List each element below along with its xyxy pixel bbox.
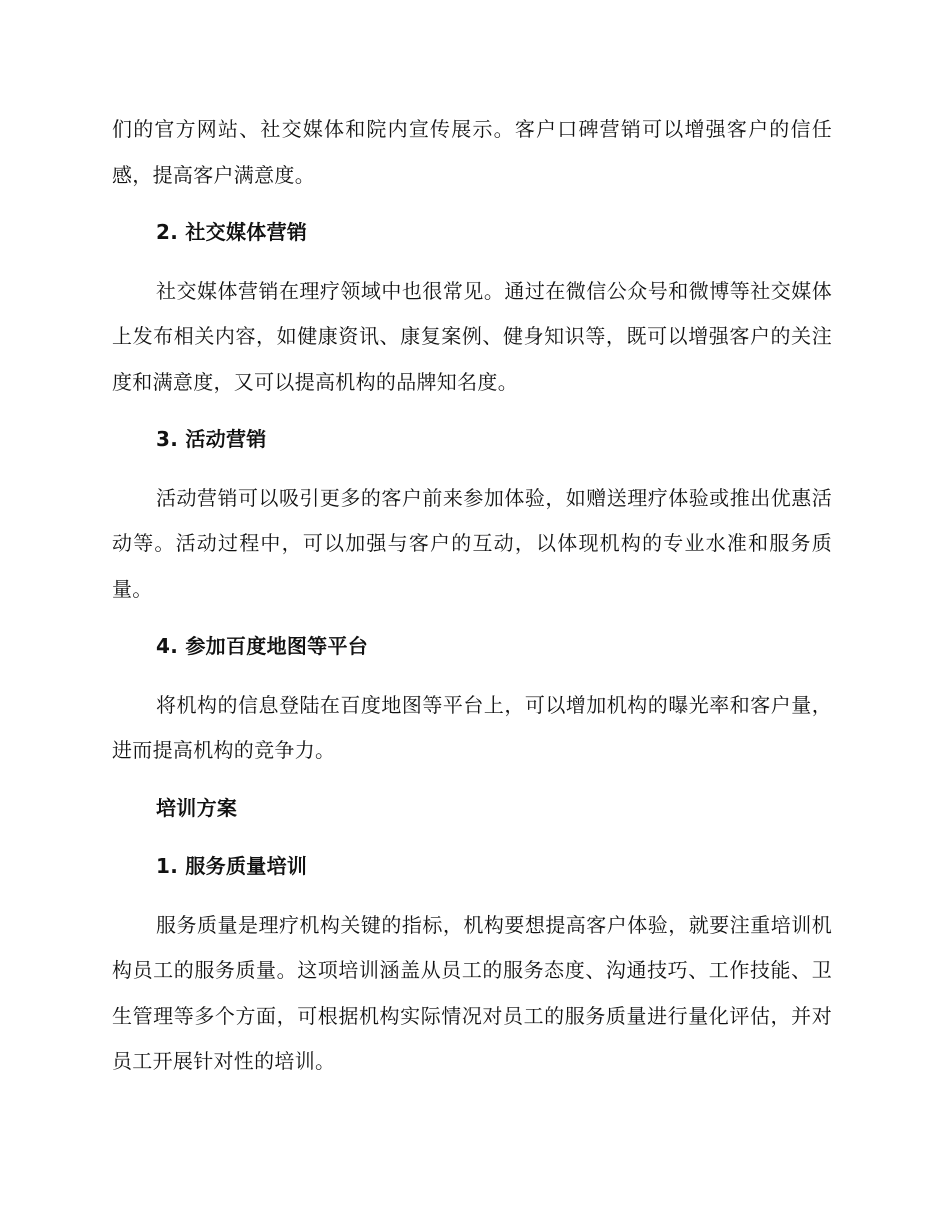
document-page [112, 107, 832, 1085]
heading-training-plan: 培训方案 [156, 795, 238, 820]
heading-service-quality-training: 1. 服务质量培训 [156, 854, 308, 878]
paragraph-baidu-map-platform: 将机构的信息登陆在百度地图等平台上，可以增加机构的曝光率和客户量，进而提高机构的竞争力。 [112, 692, 832, 762]
paragraph-service-quality-training: 服务质量是理疗机构关键的指标，机构要想提高客户体验，就要注重培训机构员工的服务质量。这项培训涵盖从员工的服务态度、沟通技巧、工作技能、卫生管理等多个方面，可根据机构实际情况对员工的服务质量进行量化评估，并对员工开展针对性的培训。 [112, 912, 832, 1073]
heading-social-media-marketing: 2. 社交媒体营销 [156, 220, 308, 244]
heading-event-marketing: 3. 活动营销 [156, 427, 267, 451]
paragraph-social-media-marketing: 社交媒体营销在理疗领域中也很常见。通过在微信公众号和微博等社交媒体上发布相关内容，如健康资讯、康复案例、健身知识等，既可以增强客户的关注度和满意度，又可以提高机构的品牌知名度。 [112, 278, 832, 394]
heading-baidu-map-platform: 4. 参加百度地图等平台 [156, 634, 369, 658]
paragraph-word-of-mouth-continued: 们的官方网站、社交媒体和院内宣传展示。客户口碑营销可以增强客户的信任感，提高客户满意度。 [112, 117, 832, 187]
paragraph-event-marketing: 活动营销可以吸引更多的客户前来参加体验，如赠送理疗体验或推出优惠活动等。活动过程中，可以加强与客户的互动，以体现机构的专业水准和服务质量。 [112, 485, 832, 601]
